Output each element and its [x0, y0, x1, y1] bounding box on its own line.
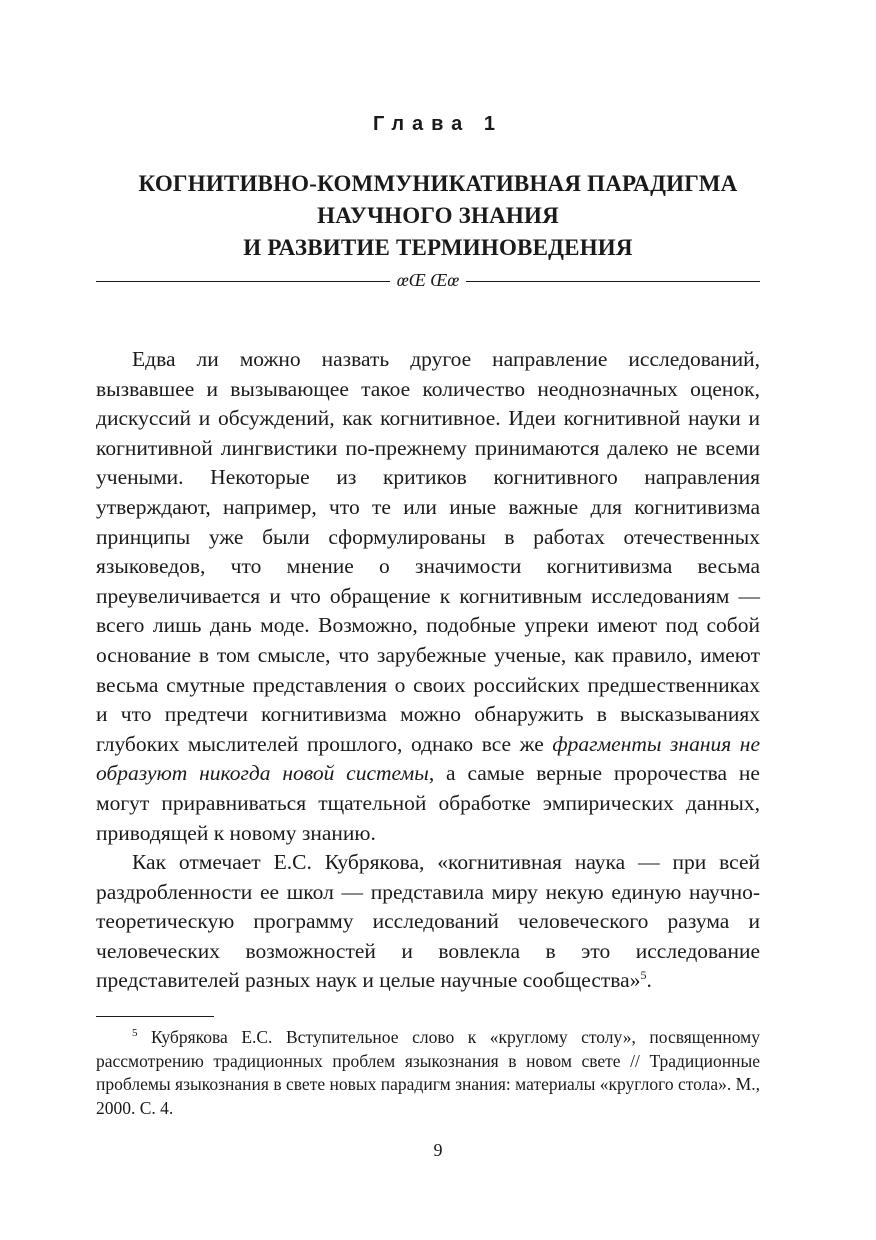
paragraph-1-emphasis: фрагменты знания не образуют никогда новой системы	[96, 731, 761, 786]
paragraph-2-text: Как отмечает Е.С. Кубрякова, «когнитивная наука — при всей раздробленности ее школ — представила миру некую единую научно-теоретическую программу исследований человеческого разума и человеческих возможностей и вовлекла в это исследование представителей разных наук и целые научные сообщества»	[96, 850, 760, 993]
divider-rule-left	[96, 281, 390, 282]
footnote-reference[interactable]: 5	[640, 968, 647, 983]
paragraph-1-text-b: , а самые верные пророчества не могут приравниваться тщательной обработке эмпирических данных, приводящей к новому знанию.	[96, 761, 760, 845]
paragraph-2	[96, 848, 760, 996]
paragraph-2-end: .	[646, 968, 652, 993]
chapter-title-line-3: И РАЗВИТИЕ ТЕРМИНОВЕДЕНИЯ	[243, 235, 633, 260]
footnote-number: 5	[132, 1027, 138, 1040]
chapter-label: Глава 1	[372, 113, 503, 135]
divider-rule-right	[466, 281, 760, 282]
page-number: 9	[433, 1140, 443, 1160]
paragraph-1	[96, 345, 760, 848]
chapter-title	[0, 168, 876, 264]
title-divider	[96, 269, 760, 291]
chapter-title-line-2: НАУЧНОГО ЗНАНИЯ	[317, 203, 559, 228]
footnote-text: Кубрякова Е.С. Вступительное слово к «круглому столу», посвященному рассмотрению традиционных проблем языкознания в новом свете // Традиционные проблемы языкознания в свете новых парадигм знания: материалы «круглого стола». М., 2000. С. 4.	[96, 1027, 761, 1118]
body-text	[96, 345, 760, 996]
paragraph-1-text-a: Едва ли можно назвать другое направление исследований, вызвавшее и вызывающее такое количество неоднозначных оценок, дискуссий и обсуждений, как когнитивное. Идеи когнитивной науки и когнитивной лингвистики по-прежнему принимаются далеко не всеми учеными. Некоторые из критиков когнитивного направления утверждают, например, что те или иные важные для когнитивизма принципы уже были сформулированы в работах отечественных языковедов, что мнение о значимости когнитивизма весьма преувеличивается и что обращение к когнитивным исследованиям — всего лишь дань моде. Возможно, подобные упреки имеют под собой основание в том смысле, что зарубежные ученые, как правило, имеют весьма смутные представления о своих российских предшественниках и что предтечи когнитивизма можно обнаружить в высказываниях глубоких мыслителей прошлого, однако все же	[96, 347, 760, 756]
footnote-separator	[96, 1016, 214, 1017]
footnote	[96, 1026, 760, 1120]
ornament-icon: œŒ Œœ	[396, 270, 460, 290]
chapter-title-line-1: КОГНИТИВНО-КОММУНИКАТИВНАЯ ПАРАДИГМА	[138, 171, 738, 196]
